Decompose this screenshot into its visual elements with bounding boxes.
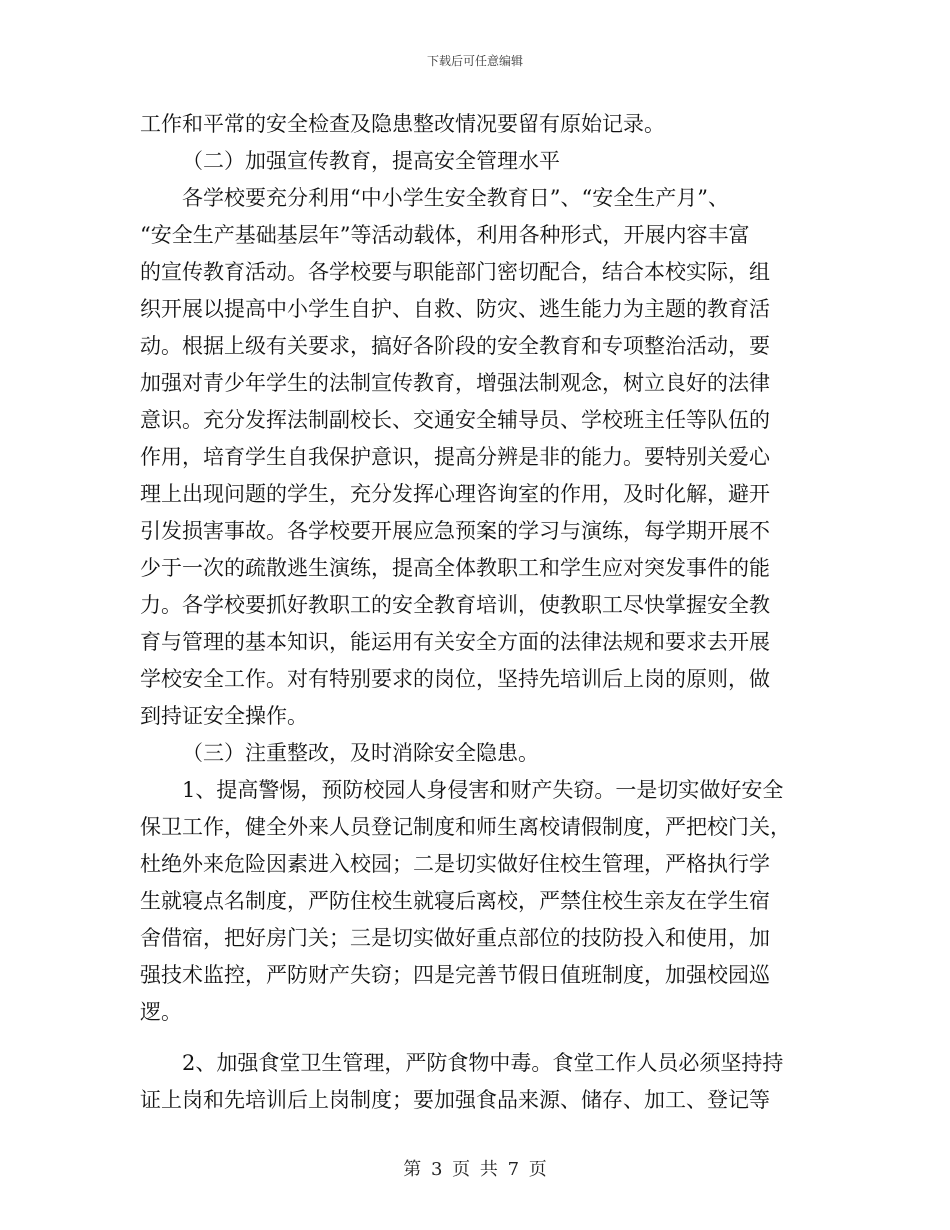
page-header: 下载后可任意编辑 — [426, 54, 523, 68]
text-line: （三）注重整改，及时消除安全隐患。 — [182, 741, 539, 765]
text-line: 1、提高警惕，预防校园人身侵害和财产失窃。一是切实做好安全 — [182, 778, 784, 802]
text-line: 少于一次的疏散逃生演练，提高全体教职工和学生应对突发事件的能 — [140, 556, 770, 580]
text-line: 织开展以提高中小学生自护、自救、防灾、逃生能力为主题的教育活 — [140, 297, 770, 321]
text-line: 加强对青少年学生的法制宣传教育，增强法制观念，树立良好的法律 — [140, 371, 770, 395]
text-line: 逻。 — [140, 1000, 182, 1024]
text-line: 舍借宿，把好房门关；三是切实做好重点部位的技防投入和使用，加 — [140, 926, 770, 950]
text-line: （二）加强宣传教育，提高安全管理水平 — [182, 149, 560, 173]
text-line: 引发损害事故。各学校要开展应急预案的学习与演练，每学期开展不 — [140, 519, 770, 543]
page-footer: 第 3 页 共 7 页 — [403, 1159, 547, 1180]
text-line: 意识。充分发挥法制副校长、交通安全辅导员、学校班主任等队伍的 — [140, 408, 770, 432]
text-line: 证上岗和先培训后上岗制度；要加强食品来源、储存、加工、登记等 — [140, 1088, 770, 1112]
text-line: 动。根据上级有关要求，搞好各阶段的安全教育和专项整治活动，要 — [140, 334, 770, 358]
text-line: 各学校要充分利用“中小学生安全教育日”、“安全生产月”、 — [182, 186, 729, 210]
text-line: 到持证安全操作。 — [140, 704, 308, 728]
text-line: 强技术监控，严防财产失窃；四是完善节假日值班制度，加强校园巡 — [140, 963, 770, 987]
text-line: “安全生产基础基层年”等活动载体，利用各种形式，开展内容丰富 — [140, 223, 750, 247]
document-body — [140, 106, 810, 1119]
text-line: 生就寝点名制度，严防住校生就寝后离校，严禁住校生亲友在学生宿 — [140, 889, 770, 913]
text-line: 保卫工作，健全外来人员登记制度和师生离校请假制度，严把校门关， — [140, 815, 791, 839]
text-line: 理上出现问题的学生，充分发挥心理咨询室的作用，及时化解，避开 — [140, 482, 770, 506]
text-line: 作用，培育学生自我保护意识，提高分辨是非的能力。要特别关爱心 — [140, 445, 770, 469]
text-line: 工作和平常的安全检查及隐患整改情况要留有原始记录。 — [140, 112, 665, 136]
text-line: 的宣传教育活动。各学校要与职能部门密切配合，结合本校实际，组 — [140, 260, 770, 284]
text-line: 学校安全工作。对有特别要求的岗位，坚持先培训后上岗的原则，做 — [140, 667, 770, 691]
text-line: 杜绝外来危险因素进入校园；二是切实做好住校生管理，严格执行学 — [140, 852, 770, 876]
text-line: 育与管理的基本知识，能运用有关安全方面的法律法规和要求去开展 — [140, 630, 770, 654]
text-line: 力。各学校要抓好教职工的安全教育培训，使教职工尽快掌握安全教 — [140, 593, 770, 617]
text-line: 2、加强食堂卫生管理，严防食物中毒。食堂工作人员必须坚持持 — [182, 1051, 784, 1075]
